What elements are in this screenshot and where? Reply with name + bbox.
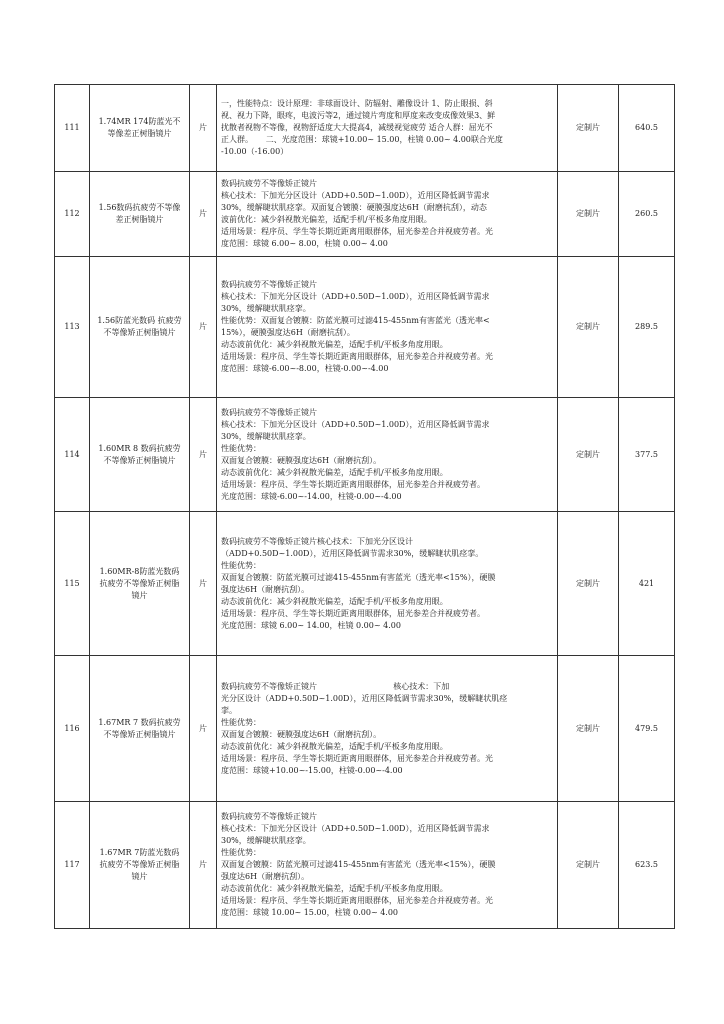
description-line: 双面复合镀膜：硬膜强度达6H（耐磨抗刮）。: [221, 729, 382, 739]
description-line: 强度达6H（耐磨抗刮）。: [221, 584, 310, 594]
category: 定制片: [558, 257, 619, 398]
description-line: 适用场景：程序员、学生等长期近距离用眼群体，屈光参差合并视疲劳者。: [221, 608, 485, 618]
description-line: 正人群。 二、光度范围：球镜+10.00~ 15.00，柱镜 0.00~ 4.00联合光度: [221, 135, 503, 144]
row-number: 113: [55, 257, 90, 398]
category: 定制片: [558, 656, 619, 802]
product-description: [217, 512, 558, 656]
description-line: 适用场景：程序员、学生等长期近距离用眼群体，屈光参差合并视疲劳者。光: [221, 753, 493, 763]
product-name: 1.67MR 7 数码抗疲劳不等像矫正树脂镜片: [90, 656, 190, 802]
unit: 片: [190, 85, 217, 172]
description-line: 一，性能特点：设计原理：非球面设计、防辐射、雕像设计 1、防止眼损、斜: [221, 99, 493, 108]
description-line: 15%），硬膜强度达6H（耐磨抗刮）。: [221, 328, 355, 337]
table-row: [55, 398, 675, 512]
row-number: 112: [55, 172, 90, 257]
price: 289.5: [619, 257, 675, 398]
product-description: [217, 398, 558, 512]
description-line: 强度达6H（耐磨抗刮）。: [221, 872, 310, 881]
product-name: 1.60MR 8 数码抗疲劳不等像矫正树脂镜片: [90, 398, 190, 512]
description-line: 适用场景：程序员、学生等长期近距离用眼群体，屈光参差合并视疲劳者。光: [221, 896, 493, 905]
description-line: 30%，缓解睫状肌痉挛。: [221, 304, 311, 313]
table-row: [55, 802, 675, 929]
description-line: 性能优势：: [221, 560, 261, 570]
product-name: 1.56防蓝光数码 抗疲劳不等像矫正树脂镜片: [90, 257, 190, 398]
description-line: 性能优势：双面复合镀膜：防蓝光膜可过滤415-455nm有害蓝光（透光率<: [221, 316, 490, 325]
description-line: 性能优势：: [221, 717, 261, 727]
table-row: [55, 172, 675, 257]
description-line: 度范围：球镜 6.00~ 8.00，柱镜 0.00~ 4.00: [221, 239, 388, 248]
description-line: 核心技术：下加光分区设计（ADD+0.50D~1.00D），近用区降低调节需求: [221, 292, 490, 301]
description-line: 光分区设计（ADD+0.50D~1.00D），近用区降低调节需求30%，缓解睫状肌痉: [221, 693, 508, 703]
description-line: 适用场景：程序员、学生等长期近距离用眼群体，屈光参差合并视疲劳者。光: [221, 352, 493, 361]
unit: 片: [190, 398, 217, 512]
description-line: 扰散者视物不等像，视物舒适度大大提高4，减缓视觉疲劳 适合人群：屈光不: [221, 123, 493, 132]
description-line: 性能优势：: [221, 848, 261, 857]
description-line: 双面复合镀膜：硬膜强度达6H（耐磨抗刮）。: [221, 455, 382, 465]
description-line: 数码抗疲劳不等像矫正镜片: [221, 280, 317, 289]
description-line: 适用场景：程序员、学生等长期近距离用眼群体，屈光参差合并视疲劳者。: [221, 479, 485, 489]
product-description: [217, 802, 558, 929]
price: 640.5: [619, 85, 675, 172]
unit: 片: [190, 257, 217, 398]
price: 260.5: [619, 172, 675, 257]
description-line: 数码抗疲劳不等像矫正镜片: [221, 407, 317, 417]
description-line: 适用场景：程序员、学生等长期近距离用眼群体，屈光参差合并视疲劳者。光: [221, 227, 493, 236]
row-number: 116: [55, 656, 90, 802]
row-number: 115: [55, 512, 90, 656]
description-line: 双面复合镀膜：防蓝光膜可过滤415-455nm有害蓝光（透光率<15%），硬膜: [221, 572, 496, 582]
description-line: 数码抗疲劳不等像矫正镜片: [221, 812, 317, 821]
description-line: 动态波前优化：减少斜视散光偏差，适配手机/平板多角度用眼。: [221, 884, 448, 893]
description-line: 30%，缓解睫状肌痉挛。: [221, 836, 311, 845]
description-line: 视、视力下降，眼疼，电波污等2，通过镜片弯度和厚度来改变成像效果3、鲜: [221, 111, 496, 120]
description-line: 30%，缓解睫状肌痉挛。: [221, 431, 311, 441]
description-line: 动态波前优化：减少斜视散光偏差，适配手机/平板多角度用眼。: [221, 741, 448, 751]
category: 定制片: [558, 512, 619, 656]
price: 377.5: [619, 398, 675, 512]
description-line: 性能优势：: [221, 443, 261, 453]
row-number: 114: [55, 398, 90, 512]
row-number: 111: [55, 85, 90, 172]
product-name: 1.67MR 7防蓝光数码抗疲劳不等像矫正树脂镜片: [90, 802, 190, 929]
description-line: 度范围：球镜+10.00~-15.00，柱镜-0.00~-4.00: [221, 765, 403, 775]
description-line: 数码抗疲劳不等像矫正镜片 核心技术：下加: [221, 681, 450, 691]
table-row: [55, 512, 675, 656]
description-line: -10.00（-16.00）: [221, 147, 289, 156]
product-description: [217, 85, 558, 172]
category: 定制片: [558, 172, 619, 257]
unit: 片: [190, 172, 217, 257]
description-line: 动态波前优化：减少斜视散光偏差，适配手机/平板多角度用眼。: [221, 340, 448, 349]
product-table: [54, 84, 675, 929]
description-line: 核心技术：下加光分区设计（ADD+0.50D~1.00D），近用区降低调节需求: [221, 419, 490, 429]
description-line: 核心技术：下加光分区设计（ADD+0.50D~1.00D），近用区降低调节需求: [221, 191, 490, 200]
price: 479.5: [619, 656, 675, 802]
product-name: 1.60MR-8防蓝光数码抗疲劳不等像矫正树脂镜片: [90, 512, 190, 656]
description-line: 核心技术：下加光分区设计（ADD+0.50D~1.00D），近用区降低调节需求: [221, 824, 490, 833]
description-line: 光度范围：球镜-6.00~-14.00，柱镜-0.00~-4.00: [221, 491, 402, 501]
product-description: [217, 172, 558, 257]
price: 421: [619, 512, 675, 656]
product-name: 1.74MR 174防蓝光不等像差正树脂镜片: [90, 85, 190, 172]
description-line: 度范围：球镜 10.00~ 15.00，柱镜 0.00~ 4.00: [221, 908, 399, 917]
description-line: 光度范围：球镜 6.00~ 14.00，柱镜 0.00~ 4.00: [221, 620, 401, 630]
row-number: 117: [55, 802, 90, 929]
table-row: [55, 257, 675, 398]
description-line: 数码抗疲劳不等像矫正镜片核心技术：下加光分区设计: [221, 536, 413, 546]
table-row: [55, 85, 675, 172]
description-line: （ADD+0.50D~1.00D），近用区降低调节需求30%，缓解睫状肌痉挛。: [221, 548, 484, 558]
product-description: [217, 656, 558, 802]
category: 定制片: [558, 398, 619, 512]
description-line: 度范围：球镜-6.00~-8.00，柱镜-0.00~-4.00: [221, 364, 389, 373]
price: 623.5: [619, 802, 675, 929]
description-line: 挛。: [221, 705, 237, 715]
description-line: 动态波前优化：减少斜视散光偏差，适配手机/平板多角度用眼。: [221, 467, 448, 477]
table-row: [55, 656, 675, 802]
description-line: 数码抗疲劳不等像矫正镜片: [221, 179, 317, 188]
description-line: 30%，缓解睫状肌痉挛。双面复合镀膜：硬膜强度达6H（耐磨抗刮），动态: [221, 203, 487, 212]
unit: 片: [190, 512, 217, 656]
product-description: [217, 257, 558, 398]
unit: 片: [190, 802, 217, 929]
unit: 片: [190, 656, 217, 802]
product-name: 1.56数码抗疲劳不等像差正树脂镜片: [90, 172, 190, 257]
description-line: 动态波前优化：减少斜视散光偏差，适配手机/平板多角度用眼。: [221, 596, 448, 606]
description-line: 波前优化：减少斜视散光偏差，适配手机/平板多角度用眼。: [221, 215, 432, 224]
category: 定制片: [558, 802, 619, 929]
category: 定制片: [558, 85, 619, 172]
description-line: 双面复合镀膜：防蓝光膜可过滤415-455nm有害蓝光（透光率<15%），硬膜: [221, 860, 496, 869]
